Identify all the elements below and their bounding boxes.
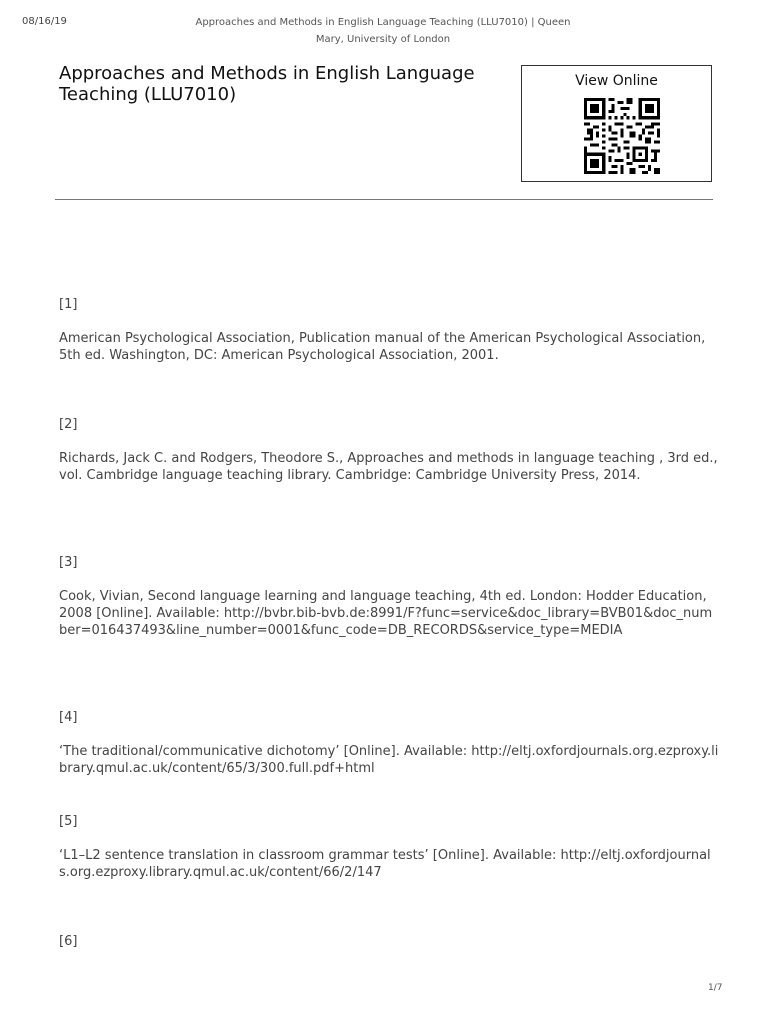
reference-item (59, 296, 719, 364)
view-online-label[interactable]: View Online (575, 73, 658, 89)
reference-number: [3] (59, 555, 78, 570)
reference-text: ‘The traditional/communicative dichotomy’ [Online]. Available: http://eltj.oxfordjournals.org.ezproxy.library.qmul.ac.uk/content/65/3/300.full.pdf+html (59, 744, 719, 776)
reference-number: [6] (59, 934, 78, 949)
print-date: 08/16/19 (22, 16, 67, 27)
page-number: 1/7 (708, 983, 723, 993)
reference-item (59, 554, 719, 639)
reference-text: American Psychological Association, Publication manual of the American Psychological Association, 5th ed. Washington, DC: American Psychological Association, 2001. (59, 331, 706, 363)
view-online-box[interactable] (521, 65, 712, 182)
reference-item (59, 709, 719, 777)
reference-number: [5] (59, 814, 78, 829)
reference-number: [2] (59, 417, 78, 432)
reference-text: Cook, Vivian, Second language learning and language teaching, 4th ed. London: Hodder Education, 2008 [Online]. Available: http://bvbr.bib-bvb.de:8991/F?func=service&doc_library=BVB01&doc_number=016437493&line_number=0001&func_code=DB_RECORDS&service_type=MEDIA (59, 589, 713, 638)
header-divider (55, 199, 713, 200)
reference-number: [1] (59, 297, 78, 312)
reference-item (59, 933, 719, 950)
print-header-title: Approaches and Methods in English Language Teaching (LLU7010) | Queen Mary, University of London (195, 17, 571, 45)
reference-number: [4] (59, 710, 78, 725)
page-title: Approaches and Methods in English Language Teaching (LLU7010) (59, 63, 475, 105)
reference-item (59, 813, 719, 881)
reference-text: ‘L1–L2 sentence translation in classroom grammar tests’ [Online]. Available: http://eltj.oxfordjournals.org.ezproxy.library.qmul.ac.uk/content/66/2/147 (59, 848, 711, 880)
reference-text: Richards, Jack C. and Rodgers, Theodore S., Approaches and methods in language teaching , 3rd ed., vol. Cambridge language teaching library. Cambridge: Cambridge University Press, 2014. (59, 451, 718, 483)
reference-item (59, 416, 719, 484)
qr-code-icon[interactable] (584, 98, 660, 174)
